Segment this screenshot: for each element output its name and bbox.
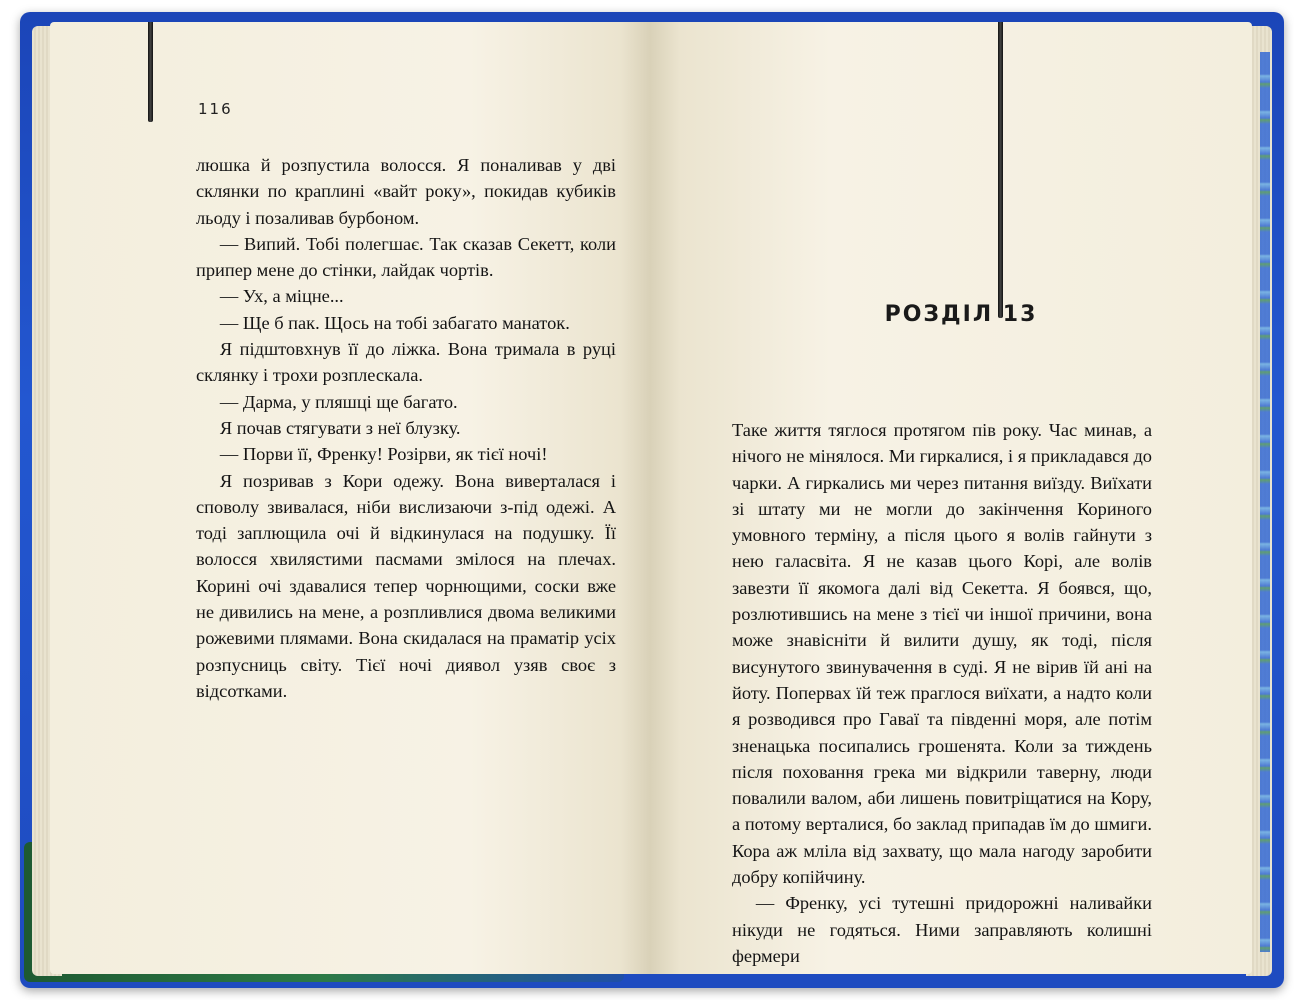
bookmark-ribbon-left [148, 22, 153, 122]
left-page [50, 22, 650, 974]
right-page-text [732, 417, 1152, 969]
chapter-title [650, 302, 1252, 327]
paragraph: — Випий. Тобі полегшає. Так сказав Секетт, коли припер мене до стінки, лайдак чортів. [196, 233, 616, 281]
paragraph: — Порви її, Френку! Розірви, як тієї ночі! [219, 444, 548, 465]
left-page-text [196, 152, 616, 704]
paragraph: — Ух, а міцне... [219, 286, 344, 307]
open-book [20, 12, 1284, 988]
paragraph: люшка й розпустила волосся. Я поналивав у дві склянки по краплині «вайт року», покидав кубиків льоду і позаливав бурбоном. [196, 155, 616, 228]
chapter-title-text: РОЗДІЛ 13 [884, 302, 1038, 327]
page-number: 116 [198, 100, 233, 118]
paragraph: Я позривав з Кори одежу. Вона виверталася і споволу звивалася, ніби вислизаючи з-під одежі. А тоді заплющила очі й відкинулася на подушку. Її волосся хвилястими пасмами змілося на плечах. Корині очі здавалися тепер чорнющими, соски вже не дивились на мене, а розпливлися двома великими рожевими плямами. Вона скидалася на праматір усіх розпусниць світу. Тієї ночі диявол узяв своє з відсотками. [196, 470, 616, 701]
cover-pattern-stripes [1260, 52, 1270, 952]
bookmark-ribbon-right [998, 22, 1003, 318]
paragraph: — Ще б пак. Щось на тобі забагато манаток. [219, 312, 570, 333]
paragraph: — Френку, усі тутешні придорожні наливайки нікуди не годяться. Ними заправляють колишні фермери [732, 893, 1152, 966]
paragraph: Я підштовхнув її до ліжка. Вона тримала в руці склянку і трохи розплескала. [196, 339, 616, 386]
paragraph: Таке життя тяглося протягом пів року. Час минав, а нічого не мінялося. Ми гиркалися, і я прикладався до чарки. А гиркались ми через питання виїзду. Виїхати зі штату ми не могли до закінчення Кориного умовного терміну, а після цього я волів гайнути з нею галасвіта. Я не казав цього Корі, але волів завезти її якомога далі від Секетта. Я боявся, що, розлютившись на мене з тієї чи іншої причини, вона може знавісніти й вилити душу, як тоді, після висунутого звинувачення в суді. Я не вірив їй ані на йоту. Поперваx їй теж праглося виїхати, а надто коли я розводився про Гаваї та південні моря, але потім зненацька посипались грошенята. Коли за тиждень після поховання грека ми відкрили таверну, люди повалили валом, аби лишень повитріщатися на Кору, а потому верталися, бо заклад припадав їм до шмиги. Кора аж мліла від захвату, що мала нагоду заробити добру копійчину. [732, 420, 1152, 888]
paragraph: Я почав стягувати з неї блузку. [219, 417, 461, 438]
right-page [650, 22, 1252, 974]
paragraph: — Дарма, у пляшці ще багато. [219, 391, 458, 412]
